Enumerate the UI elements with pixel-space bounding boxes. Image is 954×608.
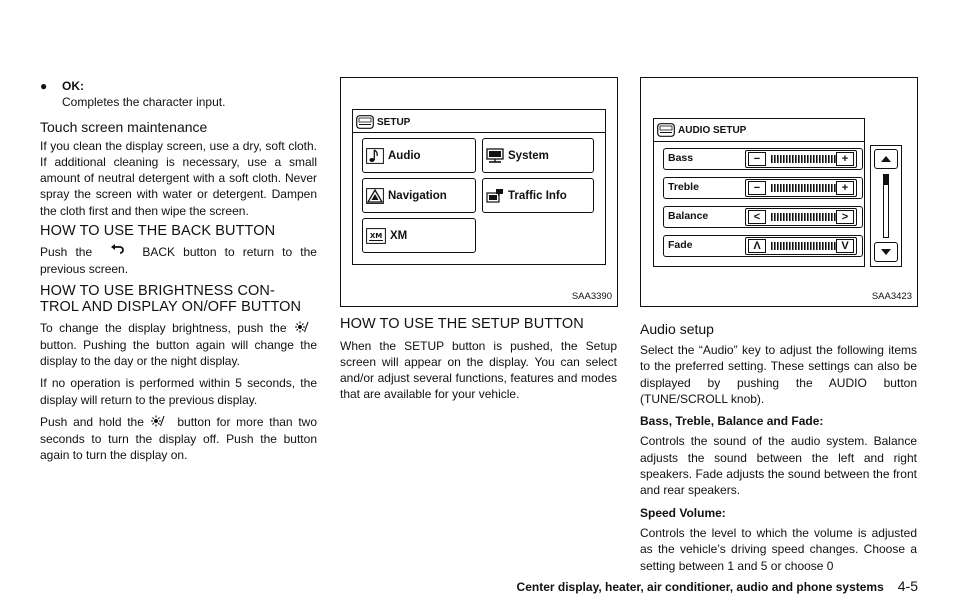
back-arrow-icon <box>110 244 124 260</box>
brightness-heading-line-2: TROL AND DISPLAY ON/OFF BUTTON <box>40 299 302 316</box>
setup-navigation-label: Navigation <box>388 189 447 202</box>
audio-screen-title <box>657 123 746 137</box>
setup-screen <box>352 109 606 265</box>
setup-figure <box>340 77 618 307</box>
audio-figure-code: SAA3423 <box>871 291 912 302</box>
setup-system-label: System <box>508 149 549 162</box>
back-heading: HOW TO USE THE BACK BUTTON <box>40 223 276 240</box>
brightness-text-1-end: button. Pushing the button again will change the display to the day or the night display. <box>40 337 317 369</box>
treble-increase-button[interactable]: + <box>836 181 854 195</box>
audio-row-balance <box>663 206 863 228</box>
speed-volume-subheading: Speed Volume: <box>640 505 726 520</box>
setup-title-divider <box>353 132 605 133</box>
brightness-icon <box>295 321 315 337</box>
bullet-title: OK: <box>62 79 84 93</box>
setup-xm-label: XM <box>390 229 408 242</box>
fade-rear-button[interactable]: V <box>836 239 854 253</box>
bullet-dot: ● <box>40 79 48 93</box>
setup-menu-icon <box>356 115 374 129</box>
middle-column <box>340 316 617 403</box>
setup-figure-code: SAA3390 <box>571 291 612 302</box>
back-text-end: BACK button to return to the previous screen. <box>40 244 317 276</box>
setup-screen-title <box>356 115 410 129</box>
audio-adjuster <box>745 208 857 226</box>
audio-title-divider <box>654 141 864 142</box>
bass-treble-subheading: Bass, Treble, Balance and Fade: <box>640 414 824 429</box>
audio-adjuster <box>745 237 857 255</box>
setup-traffic-info-button[interactable] <box>482 178 594 213</box>
scrollbar-thumb[interactable] <box>884 175 888 185</box>
brightness-heading-line-1: HOW TO USE BRIGHTNESS CON- <box>40 282 275 299</box>
page-number: 4-5 <box>897 578 918 594</box>
left-column <box>40 78 317 464</box>
audio-row-label: Bass <box>668 152 694 164</box>
audio-row-bass <box>663 148 863 170</box>
setup-system-button[interactable] <box>482 138 594 173</box>
scroll-up-button[interactable] <box>874 149 898 169</box>
setup-menu-icon <box>657 123 675 137</box>
audio-row-treble <box>663 177 863 199</box>
setup-heading: HOW TO USE THE SETUP BUTTON <box>340 316 584 332</box>
level-scale <box>770 213 836 221</box>
touch-text: If you clean the display screen, use a dry, soft cloth. If additional cleaning is necessary, use a small amount of neutral detergent with a soft cloth. Never spray the screen with water or detergent. Dampen the cloth first and then wipe the screen. <box>40 138 317 218</box>
bass-increase-button[interactable]: + <box>836 152 854 166</box>
bullet-text: Completes the character input. <box>62 95 226 110</box>
bass-decrease-button[interactable]: − <box>748 152 766 166</box>
brightness-text-1 <box>40 320 317 370</box>
level-scale <box>770 242 836 250</box>
svg-text:XM: XM <box>369 231 383 240</box>
brightness-text-1-start: To change the display brightness, push the <box>40 320 287 335</box>
triangle-down-icon <box>875 243 897 261</box>
level-scale <box>770 184 836 192</box>
audio-row-fade <box>663 235 863 257</box>
audio-scroll-panel <box>870 145 902 267</box>
brightness-icon <box>151 415 171 431</box>
traffic-info-icon <box>486 188 504 204</box>
setup-xm-button[interactable] <box>362 218 476 253</box>
brightness-text-3-start: Push and hold the <box>40 415 144 429</box>
back-text <box>40 244 317 277</box>
audio-title-text: AUDIO SETUP <box>678 124 747 136</box>
audio-row-label: Treble <box>668 181 699 193</box>
monitor-icon <box>486 148 504 164</box>
level-scale <box>770 155 836 163</box>
audio-row-label: Fade <box>668 239 693 251</box>
bullet-item <box>40 78 317 111</box>
audio-setup-screen <box>653 118 865 267</box>
brightness-text-3 <box>40 414 317 464</box>
setup-audio-button[interactable] <box>362 138 476 173</box>
page-footer <box>517 578 918 594</box>
audio-adjuster <box>745 179 857 197</box>
setup-title-text: SETUP <box>377 116 411 128</box>
fade-front-button[interactable]: Λ <box>748 239 766 253</box>
treble-decrease-button[interactable]: − <box>748 181 766 195</box>
touch-heading: Touch screen maintenance <box>40 118 208 135</box>
triangle-up-icon <box>875 150 897 168</box>
audio-row-label: Balance <box>668 210 709 222</box>
speed-volume-text: Controls the level to which the volume is adjusted as the vehicle’s driving speed changes. Choose a setting between 1 and 5 or choose 0 <box>640 525 917 573</box>
scroll-down-button[interactable] <box>874 242 898 262</box>
bass-treble-text: Controls the sound of the audio system. Balance adjusts the sound between the left and right speakers. Fade adjusts the sound between the front and rear speakers. <box>640 434 917 498</box>
xm-logo-icon <box>366 228 386 244</box>
balance-left-button[interactable]: < <box>748 210 766 224</box>
footer-title: Center display, heater, air conditioner, audio and phone systems <box>516 580 884 594</box>
audio-adjuster <box>745 150 857 168</box>
setup-traffic-info-label: Traffic Info <box>508 189 567 202</box>
right-column <box>640 321 917 574</box>
balance-right-button[interactable]: > <box>836 210 854 224</box>
audio-setup-figure <box>640 77 918 307</box>
setup-audio-label: Audio <box>388 149 421 162</box>
setup-text: When the SETUP button is pushed, the Setup screen will appear on the display. You can select and/or adjust several functions, features and modes that are available for your vehicle. <box>340 338 617 402</box>
navigation-triangle-icon <box>366 188 384 204</box>
brightness-text-3-end: button for more than two seconds to turn the display off. Push the button again to turn the display on. <box>40 415 317 463</box>
back-text-start: Push the <box>40 244 93 259</box>
audio-setup-heading: Audio setup <box>640 321 714 337</box>
audio-setup-text: Select the “Audio” key to adjust the following items to the preferred setting. These settings can also be displayed by pushing the AUDIO button (TUNE/SCROLL knob). <box>640 343 917 406</box>
music-note-icon <box>366 148 384 164</box>
scrollbar-track[interactable] <box>883 174 889 238</box>
brightness-text-2: If no operation is performed within 5 seconds, the display will return to the previous display. <box>40 376 317 407</box>
setup-navigation-button[interactable] <box>362 178 476 213</box>
